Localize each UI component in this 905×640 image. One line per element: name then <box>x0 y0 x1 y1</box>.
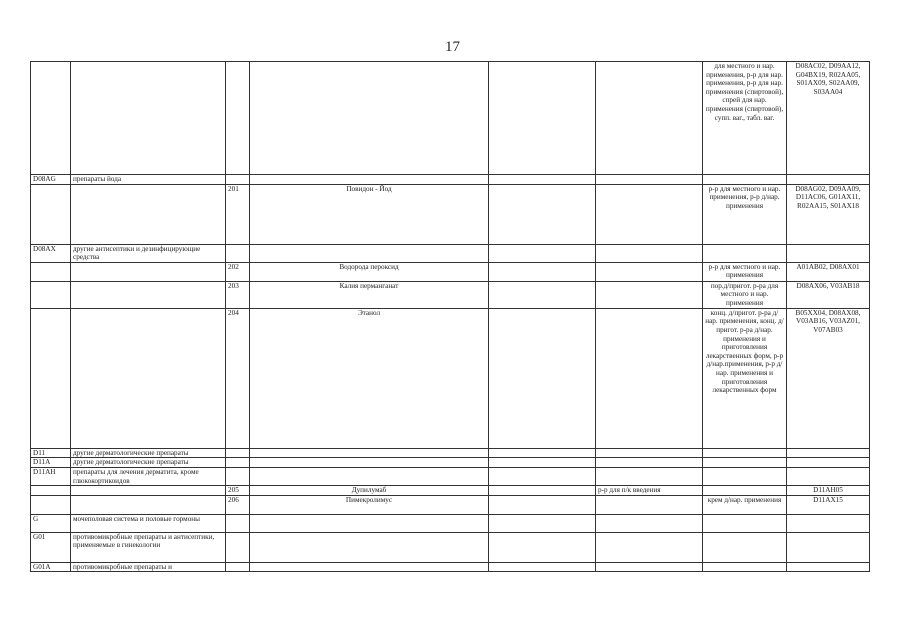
atc-group-code <box>31 308 71 448</box>
atc-group-code: D11AH <box>31 467 71 485</box>
group-name <box>71 281 226 308</box>
table-row <box>31 562 870 572</box>
table-row <box>31 486 870 496</box>
group-name: другие антисептики и дезинфицирующие средства <box>71 244 226 262</box>
empty-cell <box>489 562 596 572</box>
atc-codes: A01AB02, D08AX01 <box>787 262 870 281</box>
item-number <box>226 562 250 572</box>
empty-cell <box>489 532 596 562</box>
item-number <box>226 532 250 562</box>
empty-cell <box>489 448 596 458</box>
administration-route <box>596 467 703 485</box>
group-name: препараты йода <box>71 175 226 185</box>
atc-codes: D08AX06, V03AB18 <box>787 281 870 308</box>
atc-codes <box>787 244 870 262</box>
table-row <box>31 175 870 185</box>
page-number: 17 <box>445 39 460 55</box>
item-number <box>226 448 250 458</box>
administration-route <box>596 308 703 448</box>
empty-cell <box>489 458 596 468</box>
table-row <box>31 532 870 562</box>
drug-name: Повидон - Йод <box>250 184 489 244</box>
dosage-form <box>703 448 787 458</box>
table-row <box>31 448 870 458</box>
item-number <box>226 244 250 262</box>
dosage-form <box>703 486 787 496</box>
item-number: 201 <box>226 184 250 244</box>
drug-name: Этанол <box>250 308 489 448</box>
group-name <box>71 308 226 448</box>
atc-codes <box>787 448 870 458</box>
table-row <box>31 184 870 244</box>
dosage-form <box>703 514 787 532</box>
dosage-form <box>703 458 787 468</box>
item-number: 203 <box>226 281 250 308</box>
drug-name: Пимекролимус <box>250 495 489 514</box>
drug-name <box>250 62 489 175</box>
item-number: 204 <box>226 308 250 448</box>
table-row <box>31 244 870 262</box>
administration-route <box>596 514 703 532</box>
group-name: противомикробные препараты и антисептики, применяемые в гинекологии <box>71 532 226 562</box>
atc-group-code <box>31 281 71 308</box>
drug-name: Дупилумаб <box>250 486 489 496</box>
table-row <box>31 514 870 532</box>
group-name <box>71 184 226 244</box>
administration-route <box>596 458 703 468</box>
group-name: другие дерматологические препараты <box>71 458 226 468</box>
group-name <box>71 486 226 496</box>
empty-cell <box>489 281 596 308</box>
item-number <box>226 458 250 468</box>
administration-route <box>596 281 703 308</box>
table-row <box>31 495 870 514</box>
dosage-form <box>703 467 787 485</box>
atc-group-code: G01A <box>31 562 71 572</box>
group-name: препараты для лечения дерматита, кроме глюкокортикоидов <box>71 467 226 485</box>
empty-cell <box>489 244 596 262</box>
item-number <box>226 62 250 175</box>
dosage-form: р-р для местного и нар. применения, р-р д/нар. применения <box>703 184 787 244</box>
atc-group-code <box>31 62 71 175</box>
dosage-form: р-р для местного и нар. применения <box>703 262 787 281</box>
item-number: 206 <box>226 495 250 514</box>
empty-cell <box>489 308 596 448</box>
drug-name <box>250 514 489 532</box>
atc-codes <box>787 562 870 572</box>
empty-cell <box>489 262 596 281</box>
atc-group-code: G <box>31 514 71 532</box>
drug-name <box>250 562 489 572</box>
empty-cell <box>489 62 596 175</box>
group-name: другие дерматологические препараты <box>71 448 226 458</box>
dosage-form: пор.д/пригот. р-ра для местного и нар. применения <box>703 281 787 308</box>
administration-route <box>596 262 703 281</box>
administration-route <box>596 562 703 572</box>
administration-route <box>596 175 703 185</box>
table-row <box>31 308 870 448</box>
item-number <box>226 467 250 485</box>
drug-table <box>30 61 870 572</box>
atc-codes <box>787 458 870 468</box>
table-row <box>31 262 870 281</box>
atc-codes <box>787 514 870 532</box>
drug-name: Калия перманганат <box>250 281 489 308</box>
drug-name <box>250 175 489 185</box>
empty-cell <box>489 467 596 485</box>
atc-codes: B05XX04, D08AX08, V03AB16, V03AZ01, V07AB03 <box>787 308 870 448</box>
atc-codes <box>787 532 870 562</box>
table-row <box>31 62 870 175</box>
atc-codes: D11AX15 <box>787 495 870 514</box>
atc-group-code: D08AX <box>31 244 71 262</box>
atc-codes: D11AH05 <box>787 486 870 496</box>
atc-codes: D08AG02, D09AA09, D11AC06, G01AX11, R02AA15, S01AX18 <box>787 184 870 244</box>
dosage-form <box>703 175 787 185</box>
empty-cell <box>489 486 596 496</box>
atc-codes <box>787 467 870 485</box>
group-name <box>71 62 226 175</box>
dosage-form <box>703 562 787 572</box>
dosage-form: для местного и нар. применения, р-р для нар. применения, р-р для нар. применения (спиртовой), спрей для нар. применения (спиртовой), супп. ваг., табл. ваг. <box>703 62 787 175</box>
group-name: мочеполовая система и половые гормоны <box>71 514 226 532</box>
group-name <box>71 262 226 281</box>
group-name <box>71 495 226 514</box>
administration-route: р-р для п/к введения <box>596 486 703 496</box>
empty-cell <box>489 184 596 244</box>
item-number <box>226 514 250 532</box>
empty-cell <box>489 495 596 514</box>
dosage-form: конц. д/пригот. р-ра д/нар. применения, конц. д/пригот. р-ра д/нар. применения и приготовления лекарственных форм, р-р д/нар.применения, р-р д/нар. применения и приготовления лекарственных форм <box>703 308 787 448</box>
administration-route <box>596 532 703 562</box>
item-number: 202 <box>226 262 250 281</box>
drug-name <box>250 467 489 485</box>
drug-name: Водорода пероксид <box>250 262 489 281</box>
dosage-form <box>703 532 787 562</box>
table-row <box>31 467 870 485</box>
drug-name <box>250 244 489 262</box>
drug-name <box>250 532 489 562</box>
administration-route <box>596 495 703 514</box>
item-number <box>226 175 250 185</box>
group-name: противомикробные препараты и <box>71 562 226 572</box>
dosage-form <box>703 244 787 262</box>
atc-group-code <box>31 486 71 496</box>
dosage-form: крем д/нар. применения <box>703 495 787 514</box>
drug-name <box>250 458 489 468</box>
administration-route <box>596 244 703 262</box>
atc-group-code: D11 <box>31 448 71 458</box>
atc-group-code: D11A <box>31 458 71 468</box>
atc-group-code: G01 <box>31 532 71 562</box>
administration-route <box>596 184 703 244</box>
atc-codes: D08AC02, D09AA12, G04BX19, R02AA05, S01AX09, S02AA09, S03AA04 <box>787 62 870 175</box>
table-row <box>31 281 870 308</box>
atc-group-code: D08AG <box>31 175 71 185</box>
administration-route <box>596 448 703 458</box>
empty-cell <box>489 514 596 532</box>
table-row <box>31 458 870 468</box>
atc-group-code <box>31 184 71 244</box>
atc-codes <box>787 175 870 185</box>
drug-name <box>250 448 489 458</box>
item-number: 205 <box>226 486 250 496</box>
atc-group-code <box>31 495 71 514</box>
administration-route <box>596 62 703 175</box>
empty-cell <box>489 175 596 185</box>
atc-group-code <box>31 262 71 281</box>
